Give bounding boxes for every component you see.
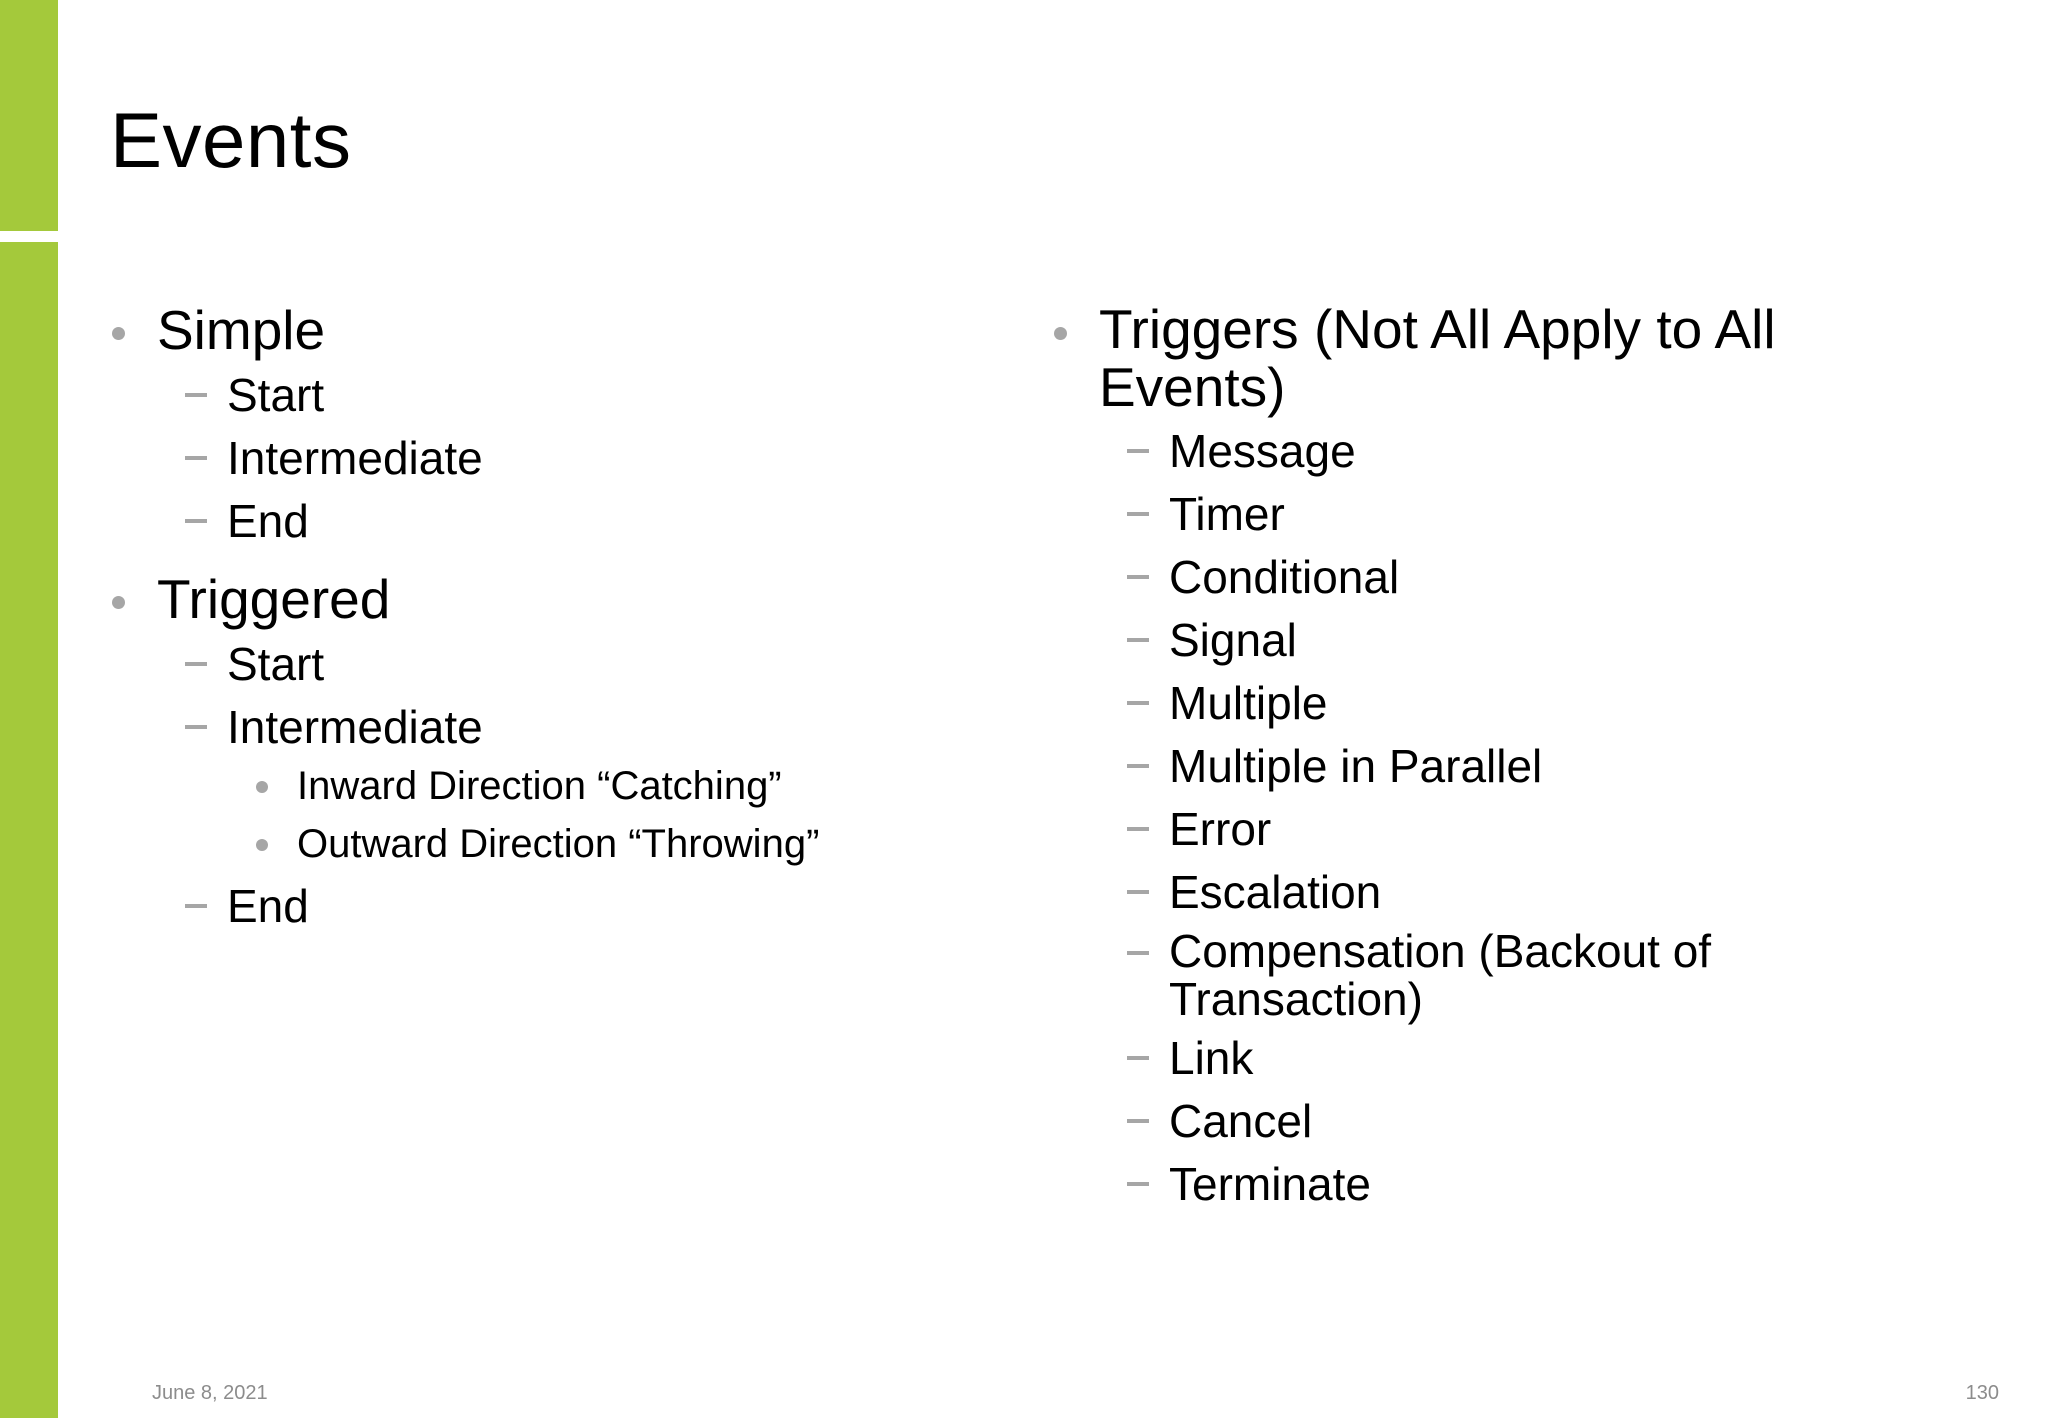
sub-sub-list: [227, 759, 992, 871]
dash-icon: [1127, 951, 1149, 955]
bullet-dot-icon: [256, 781, 268, 793]
sub-item-label: End: [227, 495, 309, 547]
dash-icon: [185, 456, 207, 460]
dash-icon: [185, 904, 207, 908]
sub-item-intermediate: [157, 699, 992, 871]
sub-item-label: Message: [1169, 425, 1356, 477]
footer-date: June 8, 2021: [152, 1382, 268, 1404]
bullet-triggers: [1054, 300, 1884, 1212]
sub-sub-item-label: Inward Direction “Catching”: [297, 764, 782, 808]
dash-icon: [1127, 1119, 1149, 1123]
sub-item-end: [157, 493, 992, 549]
dash-icon: [1127, 512, 1149, 516]
bullet-label: Triggers (Not All Apply to All Events): [1099, 298, 1776, 418]
sub-item-label: Start: [227, 369, 325, 421]
accent-bar-top: [0, 0, 58, 231]
sub-item-intermediate: [157, 430, 992, 486]
sub-item-label: Intermediate: [227, 701, 483, 753]
sub-item-cancel: [1099, 1093, 1884, 1149]
bullet-simple: [112, 300, 992, 549]
sub-item-label: Escalation: [1169, 866, 1382, 918]
bullet-label: Simple: [157, 299, 326, 361]
sub-item-start: [157, 367, 992, 423]
bullet-dot-icon: [256, 839, 268, 851]
sub-item-signal: [1099, 612, 1884, 668]
dash-icon: [1127, 890, 1149, 894]
sub-item-label: Signal: [1169, 614, 1297, 666]
bullet-dot-icon: [1054, 327, 1067, 340]
sub-item-label: Cancel: [1169, 1095, 1313, 1147]
sub-item-label: Multiple: [1169, 677, 1328, 729]
dash-icon: [1127, 1056, 1149, 1060]
sub-item-conditional: [1099, 549, 1884, 605]
sub-item-error: [1099, 801, 1884, 857]
sub-item-label: Intermediate: [227, 432, 483, 484]
sub-item-label: End: [227, 880, 309, 932]
bullet-dot-icon: [112, 327, 125, 340]
dash-icon: [1127, 449, 1149, 453]
bullet-triggered: [112, 569, 992, 934]
sub-sub-item-inward: [227, 759, 992, 813]
left-bullet-list: [112, 300, 992, 934]
sub-item-multiple: [1099, 675, 1884, 731]
dash-icon: [1127, 575, 1149, 579]
sub-item-label: Multiple in Parallel: [1169, 740, 1543, 792]
dash-icon: [185, 725, 207, 729]
sub-item-label: Link: [1169, 1032, 1254, 1084]
sub-item-label: Start: [227, 638, 325, 690]
sub-sub-item-outward: [227, 817, 992, 871]
slide-title: Events: [110, 96, 352, 184]
dash-icon: [185, 393, 207, 397]
dash-icon: [1127, 827, 1149, 831]
sub-item-label: Terminate: [1169, 1158, 1371, 1210]
dash-icon: [1127, 638, 1149, 642]
sub-item-label: Error: [1169, 803, 1272, 855]
sub-item-message: [1099, 423, 1884, 479]
accent-bar-bottom: [0, 242, 58, 1418]
sub-item-link: [1099, 1030, 1884, 1086]
dash-icon: [185, 519, 207, 523]
sub-item-timer: [1099, 486, 1884, 542]
sub-item-label: Conditional: [1169, 551, 1400, 603]
sub-item-escalation: [1099, 864, 1884, 920]
dash-icon: [185, 662, 207, 666]
sub-item-end: [157, 878, 992, 934]
sub-list: [1099, 423, 1884, 1212]
dash-icon: [1127, 1182, 1149, 1186]
sub-item-label: Compensation (Backout of Transaction): [1169, 925, 1712, 1025]
sub-item-label: Timer: [1169, 488, 1285, 540]
bullet-dot-icon: [112, 596, 125, 609]
page-number: 130: [1965, 1382, 1999, 1404]
dash-icon: [1127, 701, 1149, 705]
sub-list: [157, 367, 992, 549]
sub-list: [157, 636, 992, 934]
sub-item-multiple-parallel: [1099, 738, 1884, 794]
right-bullet-list: [1054, 300, 1884, 1212]
sub-item-terminate: [1099, 1156, 1884, 1212]
sub-item-start: [157, 636, 992, 692]
dash-icon: [1127, 764, 1149, 768]
sub-item-compensation: [1099, 927, 1884, 1023]
bullet-label: Triggered: [157, 568, 391, 630]
sub-sub-item-label: Outward Direction “Throwing”: [297, 822, 820, 866]
